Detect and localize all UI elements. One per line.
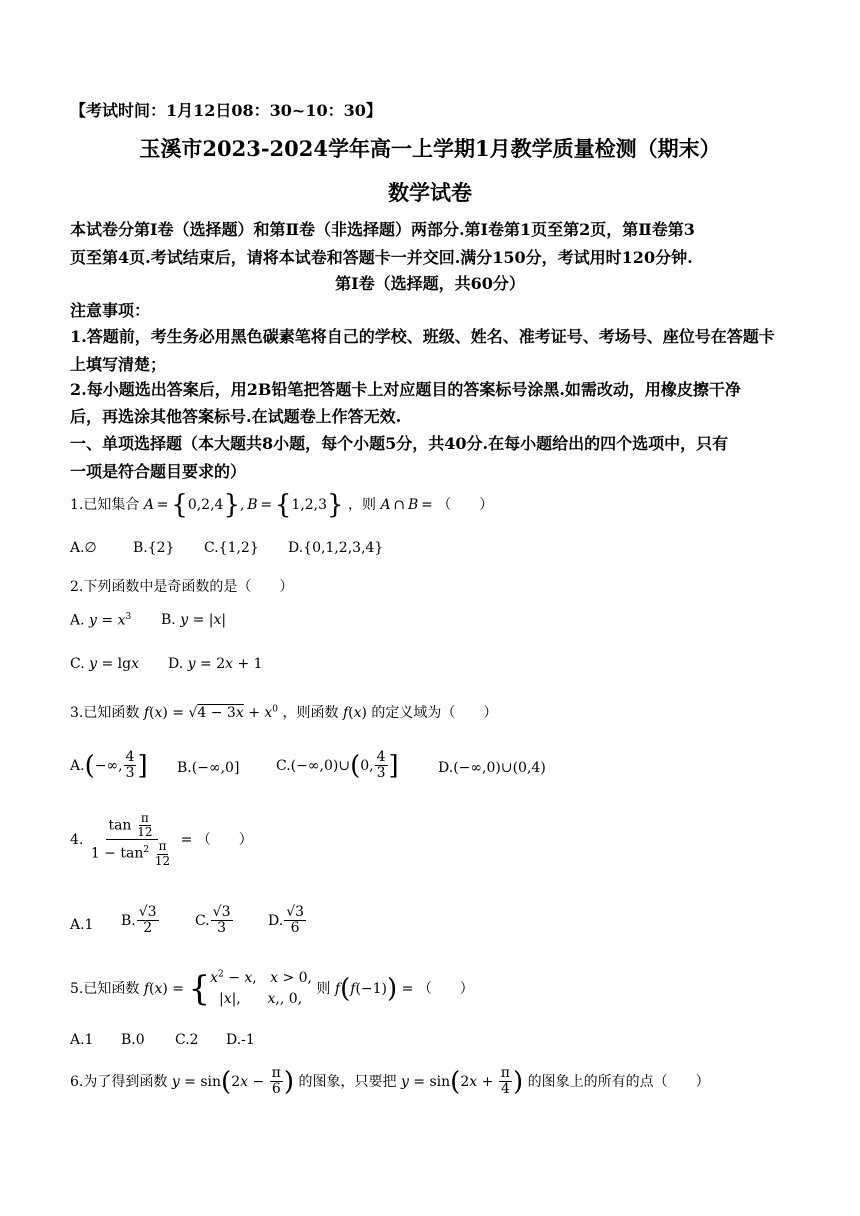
- q3-option-a: A.(−∞, $\frac{4}{3}$ ]: [70, 749, 148, 782]
- note2-line-2: 后，再选涂其他答案标号.在试题卷上作答无效.: [70, 407, 402, 426]
- q1-option-a: A.∅: [70, 540, 97, 556]
- q2-option-d: D. y = 2x + 1: [168, 656, 263, 672]
- q1-option-b: B.{2}: [133, 540, 175, 556]
- question-1: 1.已知集合 A = {0,2,4}, B = {1,2,3} ，则 A ∩ B = （ ）: [70, 490, 494, 520]
- q1-intersection-expr: A ∩ B =: [380, 497, 433, 513]
- section1-line-1: 一、单项选择题（本大题共8小题，每个小题5分，共40分.在每小题给出的四个选项中，只有: [70, 434, 729, 453]
- note2-line-1: 2.每小题选出答案后，用2B铅笔把答题卡上对应题目的答案标号涂黑.如需改动，用橡皮擦干净: [70, 380, 741, 399]
- q4-option-b: B. $\frac{√3}{2}$: [121, 904, 157, 937]
- q5-option-c: C.2: [175, 1032, 199, 1048]
- exam-subtitle: 数学试卷: [388, 180, 472, 205]
- notes-heading: 注意事项：: [70, 301, 151, 320]
- note1-line-1: 1.答题前，考生务必用黑色碳素笔将自己的学校、班级、姓名、准考证号、考场号、座位号在答题卡: [70, 327, 775, 346]
- q4-option-d: D. $\frac{√3}{6}$: [268, 904, 305, 937]
- q2-option-b: B. y = |x|: [161, 612, 227, 628]
- question-5: 5.已知函数 f(x) = { $x^2 - x$, x > 0, |x|, x,, 0, 则 f(f(−1)) = （ ）: [70, 969, 474, 1009]
- q5-piecewise-expr: f(x) = { $x^2 - x$, x > 0, |x|, x,, 0,: [143, 969, 313, 1009]
- question-2: 2.下列函数中是奇函数的是（ ）: [70, 579, 294, 595]
- question-4: 4. tan $\frac{\pi}{12}$ $1 - \tan^2$ $\frac{\pi}{12}$ = （ ）: [70, 811, 253, 868]
- q4-tan-fraction: tan $\frac{\pi}{12}$ $1 - \tan^2$ $\frac{\pi}{12}$: [90, 811, 171, 868]
- q3-option-b: B.(−∞,0]: [177, 760, 240, 776]
- note1-line-2: 上填写清楚；: [70, 355, 167, 374]
- q1-option-c: C.{1,2}: [204, 540, 259, 556]
- q3-function-expr: $f(x) = √4 - 3x + x^0$: [143, 704, 279, 721]
- part1-heading: 第Ⅰ卷（选择题，共60分）: [335, 274, 525, 293]
- q3-option-c: C.(−∞,0)∪(0, $\frac{4}{3}$ ]: [276, 749, 399, 782]
- q2-option-c: C. y = lgx: [70, 656, 140, 672]
- q5-option-a: A.1: [70, 1032, 94, 1048]
- q2-option-a: A. $y = x^3$: [70, 612, 132, 629]
- q5-option-d: D.-1: [226, 1032, 255, 1048]
- question-6: 6.为了得到函数 y = sin(2x − $\frac{\pi}{6}$ ) 的图象，只要把 y = sin(2x + $\frac{\pi}{4}$ ) 的图象上的所有的点（ ）: [70, 1065, 710, 1098]
- exam-time: 【考试时间：1月12日08：30~10：30】: [70, 101, 382, 120]
- q4-option-a: A.1: [70, 917, 94, 933]
- section1-line-2: 一项是符合题目要求的）: [70, 462, 247, 481]
- q3-option-d: D.(−∞,0)∪(0,4): [438, 760, 546, 776]
- exam-title: 玉溪市2023-2024学年高一上学期1月教学质量检测（期末）: [139, 136, 721, 161]
- q1-option-d: D.{0,1,2,3,4}: [288, 540, 384, 556]
- q6-source-function: y = sin(2x + $\frac{\pi}{4}$ ): [400, 1065, 524, 1098]
- q5-option-b: B.0: [121, 1032, 145, 1048]
- intro-line-1: 本试卷分第Ⅰ卷（选择题）和第Ⅱ卷（非选择题）两部分.第Ⅰ卷第1页至第2页，第Ⅱ卷第3: [70, 220, 695, 239]
- question-3: 3.已知函数 $f(x) = √4 - 3x + x^0$ ，则函数 f(x) 的定义域为（ ）: [70, 704, 498, 721]
- intro-line-2: 页至第4页.考试结束后，请将本试卷和答题卡一并交回.满分150分，考试用时120分钟.: [70, 248, 693, 267]
- q6-target-function: y = sin(2x − $\frac{\pi}{6}$ ): [171, 1065, 295, 1098]
- q4-option-c: C. $\frac{√3}{3}$: [195, 904, 231, 937]
- q1-set-expr: A = {0,2,4}, B = {1,2,3}: [143, 490, 344, 520]
